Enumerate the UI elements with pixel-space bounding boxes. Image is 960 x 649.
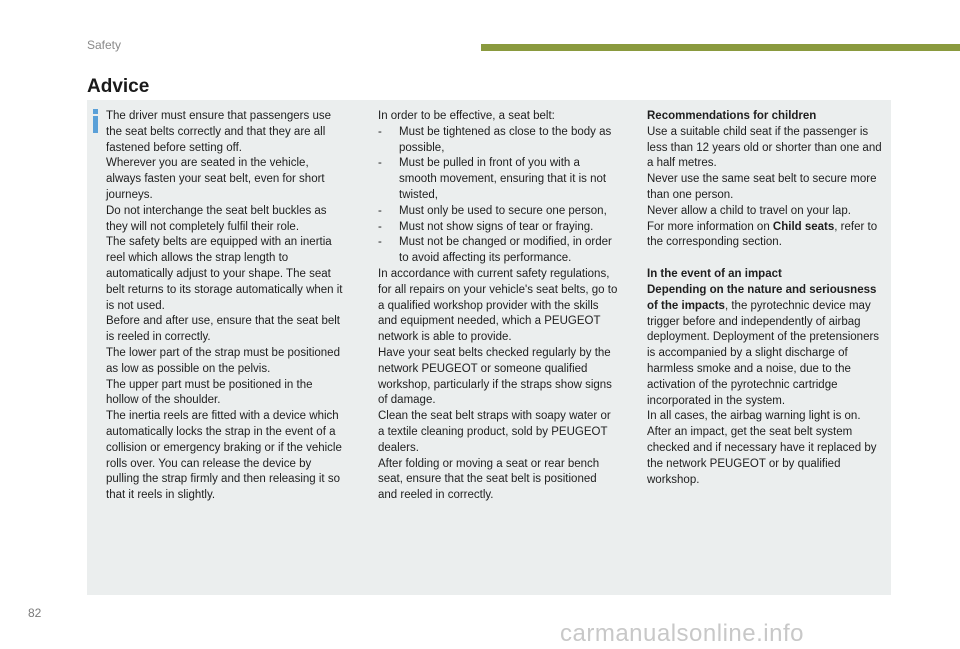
paragraph: Before and after use, ensure that the seat belt is reeled in correctly. [106,315,340,344]
list-intro: In order to be effective, a seat belt: [378,110,555,122]
paragraph: The safety belts are equipped with an inertia reel which allows the strap length to automatically adjust to your shape. The seat belt returns to its storage automatically when it is not used. [106,236,343,312]
page-number: 82 [28,606,42,620]
page-title: Advice [87,76,150,97]
watermark: carmanualsonline.info [560,620,804,647]
paragraph: The driver must ensure that passengers use the seat belts correctly and that they are all fastened before setting off. [106,110,332,154]
paragraph: Depending on the nature and seriousness of the impacts, the pyrotechnic device may trigger before and independently of airbag deployment. Deployment of the pretensioners is accompanied by a slight discharge of harmless smoke and a noise, due to the activation of the pyrotechnic cartridge incorporated in the system. [647,283,880,407]
paragraph: The lower part of the strap must be positioned as low as possible on the pelvis. [106,346,340,375]
column-general-advice [106,109,346,504]
requirements-list [378,125,618,267]
info-icon [91,109,100,133]
paragraph: Never allow a child to travel on your lap. [647,204,851,217]
paragraph: After folding or moving a seat or rear bench seat, ensure that the seat belt is positioned and reeled in correctly. [378,457,600,502]
paragraph: Do not interchange the seat belt buckles as they will not completely fulfil their role. [106,204,327,233]
paragraph-more-info: For more information on Child seats, refer to the corresponding section. [647,220,878,249]
paragraph: Never use the same seat belt to secure more than one person. [647,173,877,201]
paragraph: After an impact, get the seat belt system checked and if necessary have it replaced by the network PEUGEOT or by qualified workshop. [647,426,877,486]
paragraph: Have your seat belts checked regularly by the network PEUGEOT or someone qualified workshop, particularly if the straps show signs of damage. [378,346,612,407]
paragraph: In all cases, the airbag warning light is on. [647,410,861,423]
list-item: - Must not show signs of tear or fraying. [378,220,594,233]
paragraph: The inertia reels are fitted with a device which automatically locks the strap in the event of a collision or emergency braking or if the vehicle rolls over. You can release the device by pulling the strap firmly and then releasing it so that it reels in slightly. [106,410,342,502]
list-item: - Must be pulled in front of you with a smooth movement, ensuring that it is not twisted, [378,157,607,201]
paragraph: In accordance with current safety regulations, for all repairs on your vehicle's seat belts, go to a qualified workshop provider with the skills and equipment needed, which a PEUGEOT network is able to provide. [378,267,618,344]
impact-heading: In the event of an impact [647,268,782,281]
list-item: - Must only be used to secure one person, [378,204,607,217]
paragraph: Clean the seat belt straps with soapy water or a textile cleaning product, sold by PEUGEOT dealers. [378,410,611,454]
list-item: - Must be tightened as close to the body as possible, [378,125,612,154]
child-seats-reference: Child seats [772,220,835,233]
column-children-and-impact [647,109,887,488]
column-seat-belt-effectiveness [378,109,618,504]
paragraph: Wherever you are seated in the vehicle, always fasten your seat belt, even for short journeys. [106,157,325,201]
paragraph: Use a suitable child seat if the passenger is less than 12 years old or shorter than one and a half metres. [647,125,882,170]
list-item: - Must not be changed or modified, in order to avoid affecting its performance. [378,236,612,265]
section-label: Safety [87,38,122,52]
header-accent-bar [481,44,960,51]
paragraph: The upper part must be positioned in the hollow of the shoulder. [106,378,313,407]
children-heading: Recommendations for children [647,110,817,122]
